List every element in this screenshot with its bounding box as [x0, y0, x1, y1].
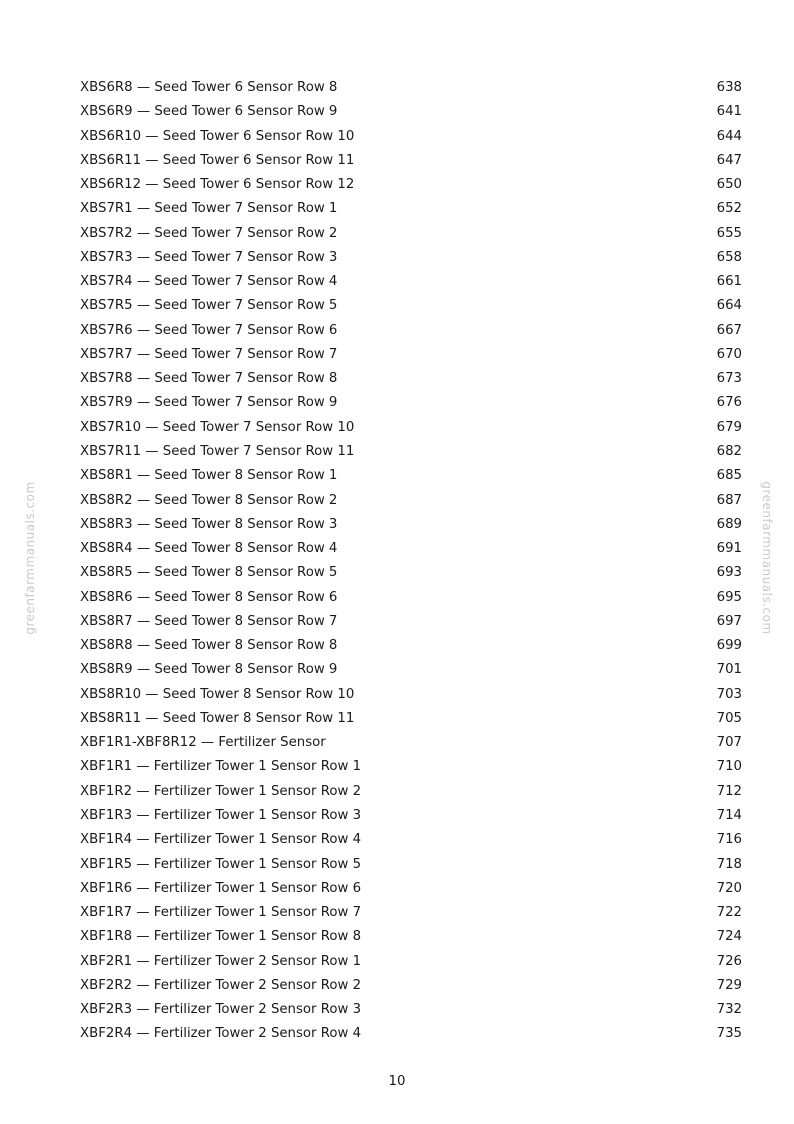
- toc-entry[interactable]: [80, 100, 742, 124]
- toc-entry[interactable]: [80, 367, 742, 391]
- toc-entry-page: 701: [716, 662, 742, 678]
- toc-entry-page: 679: [716, 419, 742, 435]
- toc-entry-title: XBS8R1 — Seed Tower 8 Sensor Row 1: [80, 468, 338, 484]
- toc-entry[interactable]: [80, 173, 742, 197]
- toc-entry[interactable]: [80, 149, 742, 173]
- toc-entry-page: 703: [716, 686, 742, 702]
- toc-entry-title: XBS8R7 — Seed Tower 8 Sensor Row 7: [80, 613, 338, 629]
- toc-entry-title: XBS8R5 — Seed Tower 8 Sensor Row 5: [80, 565, 338, 581]
- toc-entry[interactable]: [80, 634, 742, 658]
- toc-entry-page: 650: [716, 177, 742, 193]
- toc-entry-title: XBF1R1-XBF8R12 — Fertilizer Sensor: [80, 735, 326, 751]
- toc-entry[interactable]: [80, 76, 742, 100]
- toc-entry-page: 682: [716, 443, 742, 459]
- toc-entry-title: XBS8R10 — Seed Tower 8 Sensor Row 10: [80, 686, 355, 702]
- toc-entry-title: XBS8R8 — Seed Tower 8 Sensor Row 8: [80, 638, 338, 654]
- toc-entry-page: 689: [716, 516, 742, 532]
- toc-entry-page: 707: [716, 735, 742, 751]
- toc-entry-title: XBF2R4 — Fertilizer Tower 2 Sensor Row 4: [80, 1026, 362, 1042]
- watermark-left: greenfarmmanuals.com: [23, 481, 37, 635]
- toc-entry-page: 722: [716, 905, 742, 921]
- toc-entry-page: 687: [716, 492, 742, 508]
- toc-entry-title: XBF1R7 — Fertilizer Tower 1 Sensor Row 7: [80, 905, 362, 921]
- toc-entry-title: XBF2R3 — Fertilizer Tower 2 Sensor Row 3: [80, 1002, 362, 1018]
- toc-entry[interactable]: [80, 707, 742, 731]
- toc-entry[interactable]: [80, 197, 742, 221]
- toc-entry-title: XBF2R1 — Fertilizer Tower 2 Sensor Row 1: [80, 953, 362, 969]
- toc-entry-title: XBS8R3 — Seed Tower 8 Sensor Row 3: [80, 516, 338, 532]
- toc-entry-page: 697: [716, 613, 742, 629]
- toc-entry-page: 714: [716, 807, 742, 823]
- toc-entry-title: XBS7R10 — Seed Tower 7 Sensor Row 10: [80, 419, 355, 435]
- toc-entry[interactable]: [80, 561, 742, 585]
- toc-entry-title: XBF1R6 — Fertilizer Tower 1 Sensor Row 6: [80, 880, 362, 896]
- toc-entry[interactable]: [80, 222, 742, 246]
- toc-entry-page: 647: [716, 152, 742, 168]
- toc-entry-page: 670: [716, 346, 742, 362]
- toc-entry-page: 724: [716, 929, 742, 945]
- toc-entry-title: XBS7R5 — Seed Tower 7 Sensor Row 5: [80, 298, 338, 314]
- toc-entry-page: 699: [716, 638, 742, 654]
- toc-entry-title: XBS8R6 — Seed Tower 8 Sensor Row 6: [80, 589, 338, 605]
- toc-entry-page: 712: [716, 783, 742, 799]
- toc-entry[interactable]: [80, 343, 742, 367]
- toc-entry-title: XBS8R2 — Seed Tower 8 Sensor Row 2: [80, 492, 338, 508]
- toc-entry-title: XBS7R2 — Seed Tower 7 Sensor Row 2: [80, 225, 338, 241]
- toc-entry-page: 732: [716, 1002, 742, 1018]
- toc-entry-page: 638: [716, 80, 742, 95]
- toc-entry[interactable]: [80, 464, 742, 488]
- toc-entry[interactable]: [80, 270, 742, 294]
- toc-entry-title: XBS8R9 — Seed Tower 8 Sensor Row 9: [80, 662, 338, 678]
- toc-entry-page: 718: [716, 856, 742, 872]
- toc-entry-page: 691: [716, 541, 742, 557]
- toc-entry[interactable]: [80, 925, 742, 949]
- toc-entry[interactable]: [80, 319, 742, 343]
- toc-entry-page: 652: [716, 201, 742, 217]
- toc-entry[interactable]: [80, 998, 742, 1022]
- toc-entry-page: 735: [716, 1026, 742, 1042]
- toc-entry-title: XBF1R8 — Fertilizer Tower 1 Sensor Row 8: [80, 929, 362, 945]
- toc-entry-title: XBS6R8 — Seed Tower 6 Sensor Row 8: [80, 80, 338, 95]
- toc-entry-page: 726: [716, 953, 742, 969]
- table-of-contents: [80, 76, 742, 1047]
- toc-entry[interactable]: [80, 489, 742, 513]
- toc-entry-title: XBS7R11 — Seed Tower 7 Sensor Row 11: [80, 443, 355, 459]
- toc-entry-page: 667: [716, 322, 742, 338]
- toc-entry-page: 644: [716, 128, 742, 144]
- toc-entry-page: 673: [716, 371, 742, 387]
- toc-entry-page: 655: [716, 225, 742, 241]
- toc-entry-title: XBS6R12 — Seed Tower 6 Sensor Row 12: [80, 177, 355, 193]
- toc-entry[interactable]: [80, 586, 742, 610]
- toc-entry-page: 658: [716, 249, 742, 265]
- toc-entry[interactable]: [80, 780, 742, 804]
- toc-entry[interactable]: [80, 125, 742, 149]
- toc-entry-page: 720: [716, 880, 742, 896]
- toc-entry-title: XBS7R4 — Seed Tower 7 Sensor Row 4: [80, 274, 338, 290]
- toc-entry-title: XBF1R4 — Fertilizer Tower 1 Sensor Row 4: [80, 832, 362, 848]
- toc-entry-page: 685: [716, 468, 742, 484]
- toc-entry[interactable]: [80, 658, 742, 682]
- toc-entry-title: XBF1R3 — Fertilizer Tower 1 Sensor Row 3: [80, 807, 362, 823]
- toc-entry-page: 705: [716, 710, 742, 726]
- toc-entry-title: XBS7R6 — Seed Tower 7 Sensor Row 6: [80, 322, 338, 338]
- toc-entry[interactable]: [80, 755, 742, 779]
- toc-entry[interactable]: [80, 828, 742, 852]
- toc-entry-page: 693: [716, 565, 742, 581]
- toc-entry-title: XBS7R9 — Seed Tower 7 Sensor Row 9: [80, 395, 338, 411]
- toc-entry[interactable]: [80, 246, 742, 270]
- toc-entry[interactable]: [80, 731, 742, 755]
- toc-entry-page: 710: [716, 759, 742, 775]
- toc-entry-title: XBS7R7 — Seed Tower 7 Sensor Row 7: [80, 346, 338, 362]
- toc-entry-page: 641: [716, 104, 742, 120]
- page-number: 10: [388, 1074, 406, 1089]
- toc-entry[interactable]: [80, 974, 742, 998]
- toc-entry[interactable]: [80, 950, 742, 974]
- toc-entry-title: XBS6R9 — Seed Tower 6 Sensor Row 9: [80, 104, 338, 120]
- toc-entry[interactable]: [80, 294, 742, 318]
- toc-entry-title: XBS7R3 — Seed Tower 7 Sensor Row 3: [80, 249, 338, 265]
- toc-entry[interactable]: [80, 683, 742, 707]
- toc-entry[interactable]: [80, 440, 742, 464]
- toc-entry[interactable]: [80, 901, 742, 925]
- toc-entry[interactable]: [80, 610, 742, 634]
- toc-entry-title: XBS7R8 — Seed Tower 7 Sensor Row 8: [80, 371, 338, 387]
- toc-entry-title: XBS6R10 — Seed Tower 6 Sensor Row 10: [80, 128, 355, 144]
- toc-entry-page: 661: [716, 274, 742, 290]
- toc-entry-page: 676: [716, 395, 742, 411]
- toc-entry-page: 716: [716, 832, 742, 848]
- toc-entry-title: XBF1R2 — Fertilizer Tower 1 Sensor Row 2: [80, 783, 362, 799]
- toc-entry-title: XBS8R11 — Seed Tower 8 Sensor Row 11: [80, 710, 355, 726]
- toc-entry-page: 729: [716, 977, 742, 993]
- toc-entry-title: XBF1R1 — Fertilizer Tower 1 Sensor Row 1: [80, 759, 362, 775]
- toc-entry[interactable]: [80, 391, 742, 415]
- toc-entry[interactable]: [80, 537, 742, 561]
- toc-entry[interactable]: [80, 513, 742, 537]
- toc-entry-page: 695: [716, 589, 742, 605]
- watermark-right: greenfarmmanuals.com: [760, 481, 774, 635]
- toc-entry-title: XBS6R11 — Seed Tower 6 Sensor Row 11: [80, 152, 355, 168]
- toc-entry[interactable]: [80, 416, 742, 440]
- toc-entry-title: XBS8R4 — Seed Tower 8 Sensor Row 4: [80, 541, 338, 557]
- toc-entry[interactable]: [80, 804, 742, 828]
- toc-entry[interactable]: [80, 1022, 742, 1046]
- toc-entry-title: XBF2R2 — Fertilizer Tower 2 Sensor Row 2: [80, 977, 362, 993]
- toc-entry-page: 664: [716, 298, 742, 314]
- toc-entry-title: XBS7R1 — Seed Tower 7 Sensor Row 1: [80, 201, 338, 217]
- toc-entry-title: XBF1R5 — Fertilizer Tower 1 Sensor Row 5: [80, 856, 362, 872]
- toc-entry[interactable]: [80, 853, 742, 877]
- toc-entry[interactable]: [80, 877, 742, 901]
